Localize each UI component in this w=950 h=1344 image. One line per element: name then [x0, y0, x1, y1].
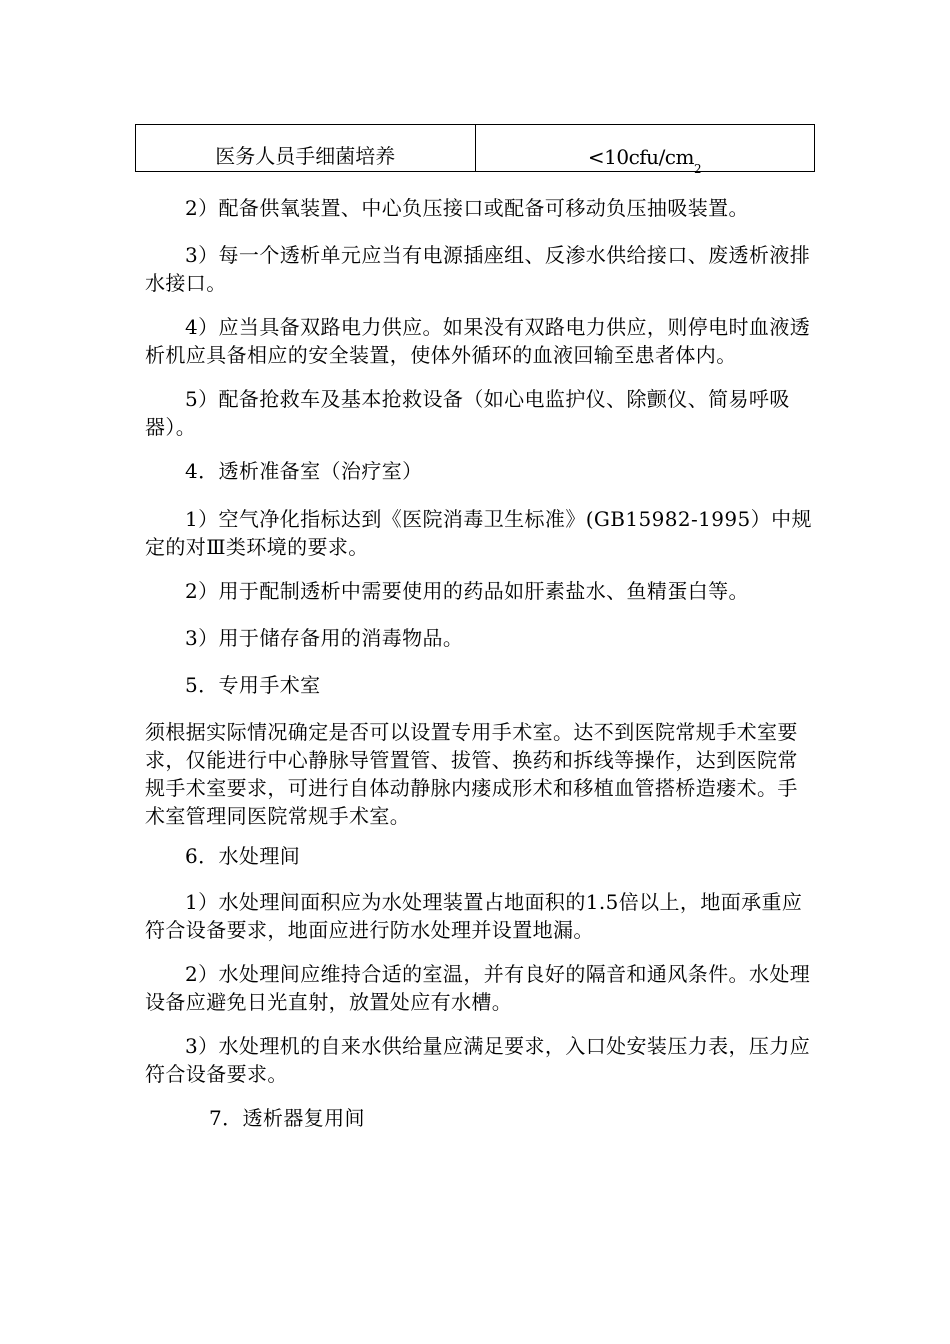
- heading-water-treatment-room: 6．水处理间: [185, 844, 301, 868]
- paragraph-operating-room-details: 须根据实际情况确定是否可以设置专用手术室。达不到医院常规手术室要求，仅能进行中心静脉导管置管、拔管、换药和拆线等操作，达到医院常规手术室要求，可进行自体动静脉内瘘成形术和移植血管搭桥造瘘术。手术室管理同医院常规手术室。: [145, 720, 798, 828]
- table-cell-item-text: 医务人员手细菌培养: [215, 144, 396, 168]
- paragraph-dual-power-supply: 4）应当具备双路电力供应。如果没有双路电力供应，则停电时血液透析机应具备相应的安全装置，使体外循环的血液回输至患者体内。: [145, 315, 811, 367]
- table-cell-value-text: <10cfu/cm: [587, 145, 694, 169]
- heading-dialyzer-reuse-room: 7．透析器复用间: [209, 1106, 365, 1130]
- paragraph-disinfection-storage: 3）用于储存备用的消毒物品。: [185, 626, 464, 650]
- paragraph-water-room-temperature: 2）水处理间应维持合适的室温，并有良好的隔音和通风条件。水处理设备应避免日光直射，放置处应有水槽。: [145, 962, 811, 1014]
- table-cell-item: [136, 125, 476, 171]
- requirements-table: [135, 124, 815, 176]
- heading-operating-room: 5．专用手术室: [185, 673, 321, 697]
- paragraph-rescue-equipment: 5）配备抢救车及基本抢救设备（如心电监护仪、除颤仪、简易呼吸器）。: [145, 387, 790, 439]
- paragraph-oxygen-supply: 2）配备供氧装置、中心负压接口或配备可移动负压抽吸装置。: [185, 196, 749, 220]
- paragraph-tap-water-supply: 3）水处理机的自来水供给量应满足要求，入口处安装压力表，压力应符合设备要求。: [145, 1034, 811, 1086]
- paragraph-drug-preparation: 2）用于配制透析中需要使用的药品如肝素盐水、鱼精蛋白等。: [185, 579, 749, 603]
- paragraph-air-purification: 1）空气净化指标达到《医院消毒卫生标准》(GB15982-1995）中规定的对Ⅲ类环境的要求。: [145, 507, 812, 559]
- paragraph-water-room-area: 1）水处理间面积应为水处理装置占地面积的1.5倍以上，地面承重应符合设备要求，地面应进行防水处理并设置地漏。: [145, 890, 803, 942]
- heading-preparation-room: 4．透析准备室（治疗室）: [185, 459, 423, 483]
- table-cell-value: <10cfu/cm 2: [587, 145, 702, 176]
- paragraph-dialysis-unit-interfaces: 3）每一个透析单元应当有电源插座组、反渗水供给接口、废透析液排水接口。: [145, 243, 811, 295]
